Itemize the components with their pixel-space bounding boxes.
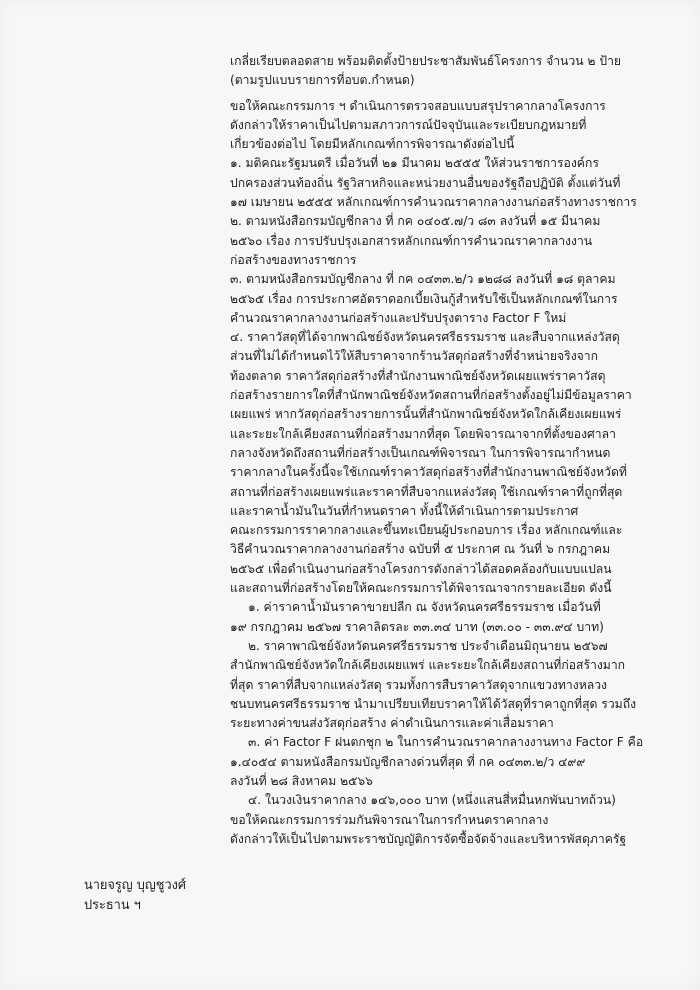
body-line: คำนวณราคากลางงานก่อสร้างและปรับปรุงตาราง Factor F ใหม่ [230, 310, 567, 325]
body-line: ๑๗ เมษายน ๒๕๕๕ หลักเกณฑ์การคำนวณราคากลางงานก่อสร้างทางราชการ [230, 195, 637, 210]
criteria-item-4: ๔. ราคาวัสดุที่ได้จากพาณิชย์จังหวัดนครศรีธรรมราช และสืบจากแหล่งวัสดุ [230, 330, 620, 345]
detail-item-3: ๓. ค่า Factor F ฝนตกชุก ๒ ในการคำนวณราคากลางงานทาง Factor F คือ [248, 735, 644, 750]
speaker-name: นายจรูญ บุญชูวงศ์ [84, 878, 187, 893]
body-line: ๒๕๖๐ เรื่อง การปรับปรุงเอกสารหลักเกณฑ์การคำนวณราคากลางงาน [230, 233, 593, 248]
body-line: ลงวันที่ ๒๘ สิงหาคม ๒๕๖๖ [230, 773, 373, 788]
body-line: ท้องตลาด ราคาวัสดุก่อสร้างที่สำนักงานพาณิชย์จังหวัดเผยแพร่ราคาวัสดุ [230, 368, 606, 383]
body-line: ชนบทนครศรีธรรมราช นำมาเปรียบเทียบราคาให้ได้วัสดุที่ราคาถูกที่สุด รวมถึง [230, 696, 637, 711]
body-line: ๑๙ กรกฎาคม ๒๕๖๗ ราคาลิตรละ ๓๓.๓๔ บาท (๓๓.๐๐ - ๓๓.๙๔ บาท) [230, 619, 604, 634]
body-line: และราคาน้ำมันในวันที่กำหนดราคา ทั้งนี้ให้ดำเนินการตามประกาศ [230, 503, 579, 518]
body-line: ๒๕๖๕ เพื่อดำเนินงานก่อสร้างโครงการดังกล่าวได้สอดคล้องกับแบบแปลน [230, 561, 612, 576]
body-line: และระยะใกล้เคียงสถานที่ก่อสร้างมากที่สุด โดยพิจารณาจากที่ตั้งของศาลา [230, 426, 616, 441]
body-line: ระยะทางค่าขนส่งวัสดุก่อสร้าง ค่าดำเนินการและค่าเสื่อมราคา [230, 716, 554, 731]
memo-body [230, 52, 662, 849]
body-line: คณะกรรมการราคากลางและขึ้นทะเบียนผู้ประกอบการ เรื่อง หลักเกณฑ์และ [230, 523, 623, 538]
speaker-position: ประธาน ฯ [84, 898, 141, 913]
body-line: ก่อสร้างของทางราชการ [230, 252, 357, 267]
body-line: ราคากลางในครั้งนี้จะใช้เกณฑ์ราคาวัสดุก่อสร้างที่สำนักงานพาณิชย์จังหวัดที่ [230, 465, 627, 480]
body-line: และสถานที่ก่อสร้างโดยให้คณะกรรมการได้พิจารณาจากรายละเอียด ดังนี้ [230, 581, 612, 596]
body-line: ก่อสร้างรายการใดที่สำนักพาณิชย์จังหวัดสถานที่ก่อสร้างตั้งอยู่ไม่มีข้อมูลราคา [230, 388, 632, 403]
detail-item-1: ๑. ค่าราคาน้ำมันราคาขายปลีก ณ จังหวัดนครศรีธรรมราช เมื่อวันที่ [248, 600, 601, 615]
body-line: เกลี่ยเรียบตลอดสาย พร้อมติดตั้งป้ายประชาสัมพันธ์โครงการ จำนวน ๒ ป้าย [230, 54, 622, 68]
body-line: ๑.๔๐๕๔ ตามหนังสือกรมบัญชีกลางด่วนที่สุด ที่ กค ๐๔๓๓.๒/ว ๔๙๙ [230, 754, 586, 769]
body-line: สำนักพาณิชย์จังหวัดใกล้เคียงเผยแพร่ และระยะใกล้เคียงสถานที่ก่อสร้างมาก [230, 658, 626, 673]
body-line: ที่สุด ราคาที่สืบจากแหล่งวัสดุ รวมทั้งการสืบราคาวัสดุจากแขวงทางหลวง [230, 677, 608, 692]
body-line: ขอให้คณะกรรมการร่วมกันพิจารณาในการกำหนดราคากลาง [230, 812, 549, 827]
detail-item-2: ๒. ราคาพาณิชย์จังหวัดนครศรีธรรมราช ประจำเดือนมิถุนายน ๒๕๖๗ [248, 638, 608, 653]
speaker-label [84, 876, 186, 916]
body-line: ดังกล่าวให้เป็นไปตามพระราชบัญญัติการจัดซื้อจัดจ้างและบริหารพัสดุภาครัฐ [230, 831, 627, 846]
body-line: ส่วนที่ไม่ได้กำหนดไว้ให้สืบราคาจากร้านวัสดุก่อสร้างที่จำหน่ายจริงจาก [230, 349, 599, 364]
body-line: ขอให้คณะกรรมการ ฯ ดำเนินการตรวจสอบแบบสรุปราคากลางโครงการ [230, 98, 606, 113]
detail-item-4: ๔. ในวงเงินราคากลาง ๑๔๖,๐๐๐ บาท (หนึ่งแสนสี่หมื่นหกพันบาทถ้วน) [248, 793, 616, 808]
criteria-item-1: ๑. มติคณะรัฐมนตรี เมื่อวันที่ ๒๑ มีนาคม ๒๕๕๕ ให้ส่วนราชการองค์กร [230, 156, 599, 171]
body-line: เกี่ยวข้องต่อไป โดยมีหลักเกณฑ์การพิจารณาดังต่อไปนี้ [230, 137, 515, 152]
body-line: สถานที่ก่อสร้างเผยแพร่และราคาที่สืบจากแหล่งวัสดุ ใช้เกณฑ์ราคาที่ถูกที่สุด [230, 484, 623, 499]
body-line: (ตามรูปแบบรายการที่อบต.กำหนด) [230, 73, 415, 88]
body-line: ๒๕๖๕ เรื่อง การประกาศอัตราดอกเบี้ยเงินกู้สำหรับใช้เป็นหลักเกณฑ์ในการ [230, 291, 618, 306]
body-line: ดังกล่าวให้ราคาเป็นไปตามสภาวการณ์ปัจจุบันและระเบียบกฎหมายที่ [230, 117, 587, 132]
body-line: เผยแพร่ หากวัสดุก่อสร้างรายการนั้นที่สำนักพาณิชย์จังหวัดใกล้เคียงเผยแพร่ [230, 407, 622, 422]
criteria-item-3: ๓. ตามหนังสือกรมบัญชีกลาง ที่ กค ๐๔๓๓.๒/ว ๑๒๘๘ ลงวันที่ ๑๘ ตุลาคม [230, 272, 616, 287]
body-line: วิธีคำนวณราคากลางงานก่อสร้าง ฉบับที่ ๕ ประกาศ ณ วันที่ ๖ กรกฎาคม [230, 542, 611, 557]
criteria-item-2: ๒. ตามหนังสือกรมบัญชีกลาง ที่ กค ๐๔๐๕.๗/ว ๘๓ ลงวันที่ ๑๕ มีนาคม [230, 214, 601, 229]
body-line: กลางจังหวัดถึงสถานที่ก่อสร้างเป็นเกณฑ์พิจารณา ในการพิจารณากำหนด [230, 445, 611, 460]
body-line: ปกครองส่วนท้องถิ่น รัฐวิสาหกิจและหน่วยงานอื่นของรัฐถือปฏิบัติ ตั้งแต่วันที่ [230, 175, 621, 190]
